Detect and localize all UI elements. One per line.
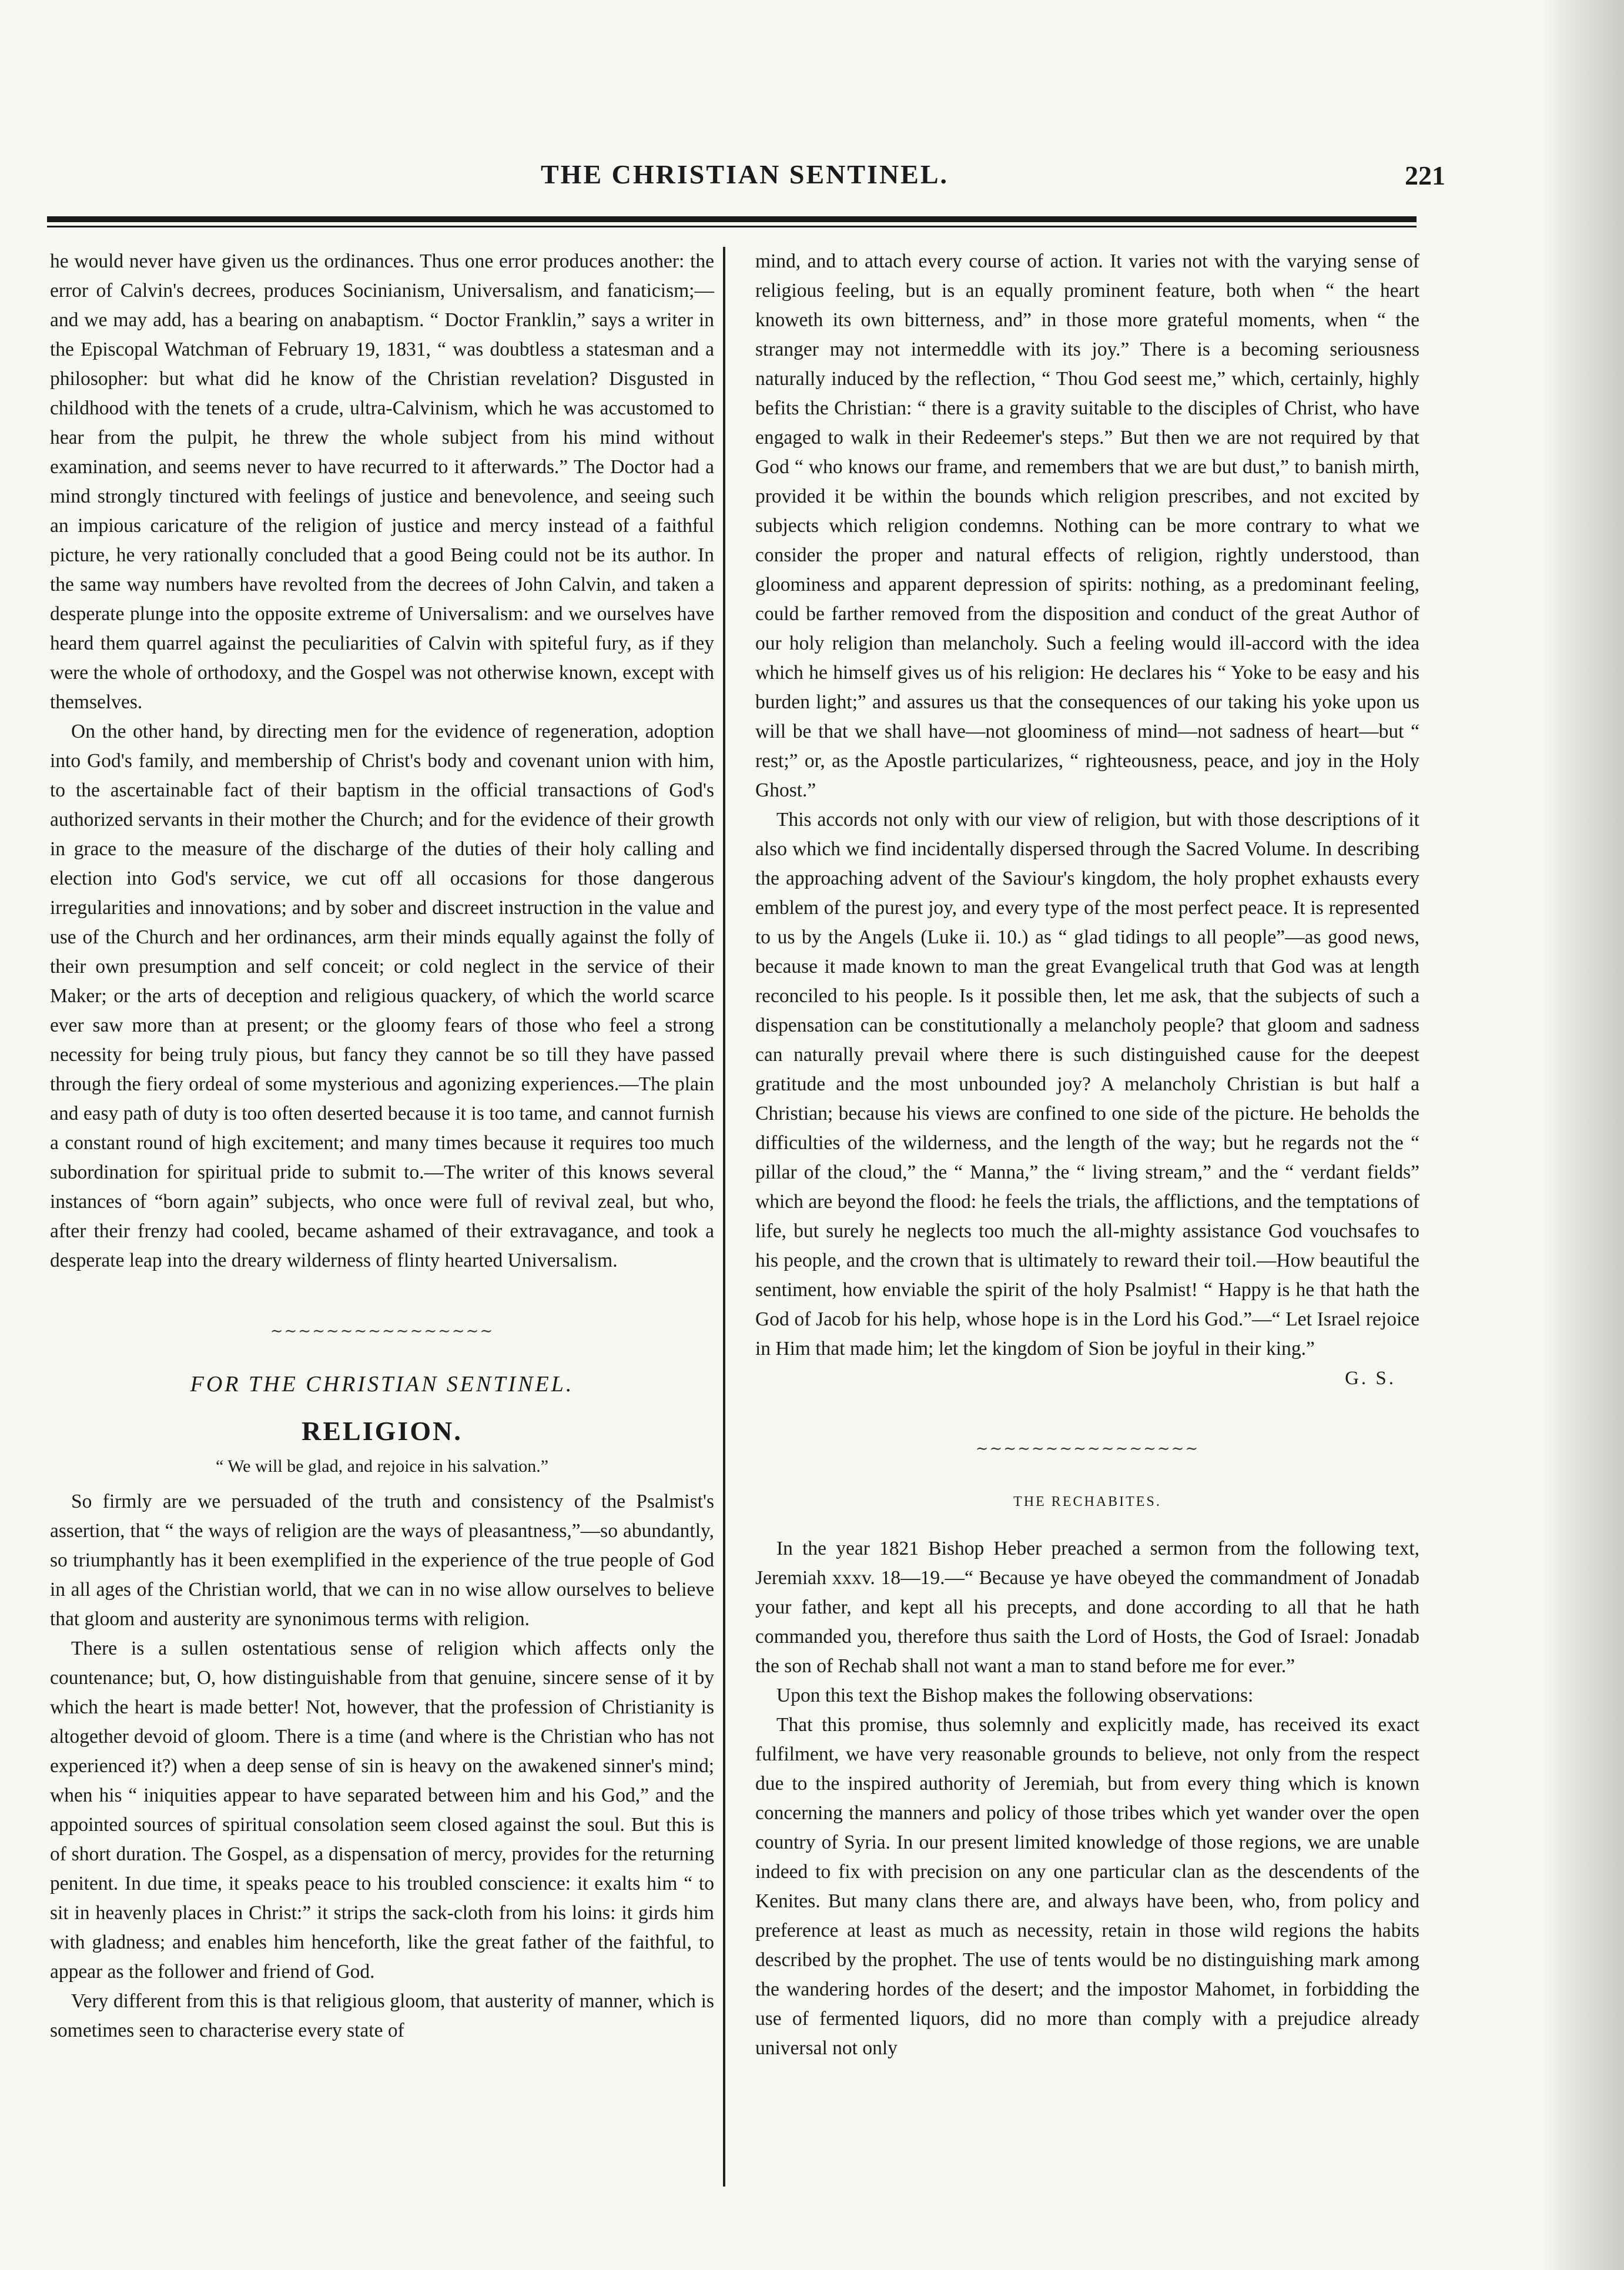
- right-column: [755, 247, 1419, 2063]
- epigraph: “ We will be glad, and rejoice in his salvation.”: [215, 1457, 549, 1476]
- ornament-divider: ∼∼∼∼∼∼∼∼∼∼∼∼∼∼∼∼: [270, 1323, 494, 1340]
- left-paragraph: On the other hand, by directing men for the evidence of regeneration, adoption into God's family, and membership of Christ's body and covenant union with him, to the ascertainable fact of their baptism in the official transactions of God's authorized servants in their mother the Church; and for the evidence of their growth in grace to the measure of the discharge of the duties of their holy calling and election into God's service, we cut off all occasions for those dangerous irregularities and innovations; and by sober and discreet instruction in the value and use of the Church and her ordinances, arm their minds equally against the folly of their own presumption and self conceit; or cold neglect in the service of their Maker; or the arts of deception and religious quackery, of which the world scarce ever saw more than at present; or the gloomy fears of those who feel a strong necessity for being truly pious, but fancy they cannot be so till they have passed through the fiery ordeal of some mysterious and agonizing experiences.—The plain and easy path of duty is too often deserted because it is too tame, and cannot furnish a constant round of high excitement; and many times because it requires too much subordination for spiritual pride to submit to.—The writer of this knows several instances of “born again” subjects, who once were full of revival zeal, but who, after their frenzy had cooled, became ashamed of their extravagance, and took a desperate leap into the dreary wilderness of flinty hearted Universalism.: [50, 721, 714, 1271]
- article-title: RELIGION.: [302, 1416, 463, 1446]
- header-rule-thin: [47, 226, 1417, 227]
- right-paragraph: mind, and to attach every course of action. It varies not with the varying sense of religious feeling, but is an equally prominent feature, both when “ the heart knoweth its own bitterness, and” in those more grateful moments, when “ the stranger may not intermeddle with its joy.” There is a becoming seriousness naturally induced by the reflection, “ Thou God seest me,” which, certainly, highly befits the Christian: “ there is a gravity suitable to the disciples of Christ, who have engaged to walk in their Redeemer's steps.” But then we are not required by that God “ who knows our frame, and remembers that we are but dust,” to banish mirth, provided it be within the bounds which religion prescribes, and not excited by subjects which religion condemns. Nothing can be more contrary to what we consider the proper and natural effects of religion, rightly understood, than gloominess and apparent depression of spirits: nothing, as a predominant feeling, could be farther removed from the disposition and conduct of the great Author of our holy religion than melancholy. Such a feeling would ill-accord with the idea which he himself gives us of his religion: He declares his “ Yoke to be easy and his burden light;” and assures us that the consequences of our taking his yoke upon us will be that we shall have—not gloominess of mind—not sadness of heart—but “ rest;” or, as the Apostle particularizes, “ righteousness, peace, and joy in the Holy Ghost.”: [755, 250, 1419, 801]
- section-heading: FOR THE CHRISTIAN SENTINEL.: [190, 1372, 574, 1397]
- article-paragraph: So firmly are we persuaded of the truth and consistency of the Psalmist's assertion, that “ the ways of religion are the ways of pleasantness,”—so abundantly, so triumphantly has it been exemplified in the experience of the true people of God in all ages of the Christian world, that we can in no wise allow ourselves to believe that gloom and austerity are synonimous terms with religion.: [50, 1491, 714, 1630]
- right-paragraph: This accords not only with our view of religion, but with those descriptions of it also which we find incidentally dispersed through the Sacred Volume. In describing the approaching advent of the Saviour's kingdom, the holy prophet exhausts every emblem of the purest joy, and every type of the most perfect peace. It is represented to us by the Angels (Luke ii. 10.) as “ glad tidings to all people”—as good news, because it made known to man the great Evangelical truth that God was at length reconciled to his people. Is it possible then, let me ask, that the subjects of such a dispensation can be constitutionally a melancholy people? that gloom and sadness can naturally prevail where there is such distinguished cause for the deepest gratitude and the most unbounded joy? A melancholy Christian is but half a Christian; because his views are confined to one side of the picture. He beholds the difficulties of the wilderness, and the length of the way; but he regards not the “ pillar of the cloud,” the “ Manna,” the “ living stream,” and the “ verdant fields” which are beyond the flood: he feels the trials, the afflictions, and the temptations of life, but surely he neglects too much the all-mighty assistance God vouchsafes to his people, and the crown that is ultimately to reward their toil.—How beautiful the sentiment, how enviable the spirit of the holy Psalmist! “ Happy is he that hath the God of Jacob for his help, whose hope is in the Lord his God.”—“ Let Israel rejoice in Him that made him; let the kingdom of Sion be joyful in their king.”: [755, 809, 1419, 1360]
- left-paragraph: he would never have given us the ordinances. Thus one error produces another: the error of Calvin's decrees, produces Socinianism, Universalism, and fanaticism;—and we may add, has a bearing on anabaptism. “ Doctor Franklin,” says a writer in the Episcopal Watchman of February 19, 1831, “ was doubtless a statesman and a philosopher: but what did he know of the Christian revelation? Disgusted in childhood with the tenets of a crude, ultra-Calvinism, which he was accustomed to hear from the pulpit, he threw the whole subject from his mind without examination, and seems never to have recurred to it afterwards.” The Doctor had a mind strongly tinctured with feelings of justice and benevolence, and seeing such an impious caricature of the religion of justice and mercy instead of a faithful picture, he very rationally concluded that a good Being could not be its author. In the same way numbers have revolted from the decrees of John Calvin, and taken a desperate plunge into the opposite extreme of Universalism: and we ourselves have heard them quarrel against the peculiarities of Calvin with spiteful fury, as if they were the whole of orthodoxy, and the Gospel was not otherwise known, except with themselves.: [50, 250, 714, 713]
- article-heading: THE RECHABITES.: [1013, 1494, 1161, 1509]
- article-paragraph: There is a sullen ostentatious sense of religion which affects only the countenance; but, O, how distinguishable from that genuine, sincere sense of it by which the heart is made better! Not, however, that the profession of Christianity is altogether devoid of gloom. There is a time (and where is the Christian who has not experienced it?) when a deep sense of sin is heavy on the awakened sinner's mind; when his “ iniquities appear to have separated between him and his God,” and the appointed sources of spiritual consolation seem closed against the soul. But this is of short duration. The Gospel, as a dispensation of mercy, provides for the returning penitent. In due time, it speaks peace to his troubled conscience: it exalts him “ to sit in heavenly places in Christ:” it strips the sack-cloth from his loins: it girds him with gladness; and enables him henceforth, like the great father of the faithful, to appear as the follower and friend of God.: [50, 1638, 714, 1983]
- page-number: 221: [1405, 160, 1445, 190]
- article-paragraph: In the year 1821 Bishop Heber preached a sermon from the following text, Jeremiah xxxv. 18—19.—“ Because ye have obeyed the commandment of Jonadab your father, and kept all his precepts, and done according to all that he hath commanded you, therefore thus saith the Lord of Hosts, the God of Israel: Jonadab the son of Rechab shall not want a man to stand before me for ever.”: [755, 1538, 1419, 1677]
- left-column: [50, 247, 714, 2045]
- column-divider: [723, 247, 725, 2187]
- article-paragraph: Very different from this is that religious gloom, that austerity of manner, which is sometimes seen to characterise every state of: [50, 1990, 714, 2041]
- header-rule-thick: [47, 216, 1417, 222]
- running-title: THE CHRISTIAN SENTINEL.: [541, 159, 949, 189]
- author-signature: G. S.: [1345, 1368, 1396, 1389]
- page-header: [47, 159, 1458, 206]
- article-paragraph: Upon this text the Bishop makes the following observations:: [776, 1685, 1254, 1706]
- article-paragraph: That this promise, thus solemnly and explicitly made, has received its exact fulfilment, we have very reasonable grounds to believe, not only from the respect due to the inspired authority of Jeremiah, but from every thing which is known concerning the manners and policy of those tribes which yet wander over the open country of Syria. In our present limited knowledge of those regions, we are unable indeed to fix with precision on any one particular clan as the descendents of the Kenites. But many clans there are, and always have been, who, from policy and preference at least as much as necessity, retain in those wild regions the habits described by the prophet. The use of tents would be no distinguishing mark among the wandering hordes of the desert; and the impostor Mahomet, in forbidding the use of fermented liquors, did no more than comply with a prejudice already universal not only: [755, 1714, 1419, 2059]
- ornament-divider: ∼∼∼∼∼∼∼∼∼∼∼∼∼∼∼∼: [975, 1440, 1200, 1457]
